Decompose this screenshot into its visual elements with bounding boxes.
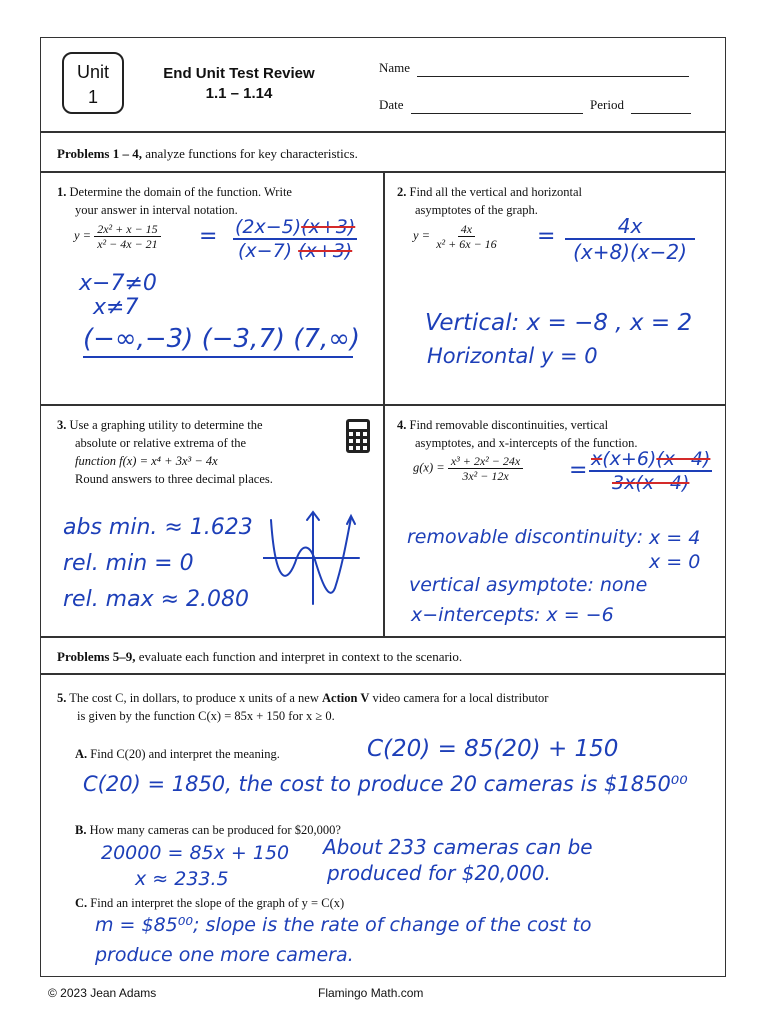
problem-3-text-line4: Round answers to three decimal places. <box>75 472 273 486</box>
problem-4-hw-removable-value-2: x = 0 <box>649 551 701 573</box>
problem-5b-text: How many cameras can be produced for $20,000? <box>89 823 341 837</box>
problem-2-function <box>413 222 500 251</box>
problem-5b-hw-line2: x ≈ 233.5 <box>135 868 229 890</box>
problem-5-text-a: The cost C, in dollars, to produce x units of a new <box>69 691 319 705</box>
problem-3-text-line2: absolute or relative extrema of the <box>75 436 247 450</box>
problem-5c-hw-work <box>95 910 592 970</box>
divider <box>41 636 725 638</box>
problem-1-function <box>74 222 161 251</box>
footer-site-link[interactable]: Flamingo Math.com <box>318 986 424 1000</box>
problem-4-hw-intercepts: x−intercepts: x = −6 <box>411 604 614 626</box>
problem-5-prompt <box>57 689 717 725</box>
problem-1-number: 1. <box>57 185 67 199</box>
problem-5b-hw-line4: produced for $20,000. <box>327 861 551 885</box>
problem-1-text-line1: Determine the domain of the function. Write <box>69 185 292 199</box>
problem-1-hw-answer: (−∞,−3) (−3,7) (7,∞) <box>83 324 361 354</box>
problem-5b-hw-line3: About 233 cameras can be <box>323 835 593 859</box>
period-line[interactable] <box>631 97 691 114</box>
problem-5b-hw-answer <box>323 834 593 886</box>
section-heading-1 <box>57 146 358 162</box>
lesson-range: 1.1 – 1.14 <box>205 85 273 102</box>
name-label: Name <box>379 60 411 75</box>
problem-2-text-line1: Find all the vertical and horizontal <box>409 185 583 199</box>
problem-3-hw-rel-max: rel. max ≈ 2.080 <box>63 587 250 612</box>
problem-5b-prompt <box>75 821 341 839</box>
problem-2-hw-equals: = <box>537 224 556 249</box>
problem-5c-hw-line2: produce one more camera. <box>95 944 354 966</box>
section-heading-1-text: analyze functions for key characteristics. <box>145 146 358 161</box>
problem-3-hw-rel-min: rel. min = 0 <box>63 551 194 576</box>
problem-1-hw-line2: x≠7 <box>93 295 139 320</box>
problem-3-hw-answers <box>63 510 253 618</box>
problem-4-hw-den-a: 3x <box>611 472 636 494</box>
problem-1-hw-equals: = <box>199 224 218 249</box>
problem-4-lhs: g(x) = <box>413 460 445 475</box>
divider <box>41 404 725 406</box>
problem-5c-label: C. <box>75 896 88 910</box>
unit-word: Unit <box>76 62 109 82</box>
problem-1-hw-num-a: (2x−5) <box>235 216 302 238</box>
problem-3-prompt <box>57 416 347 488</box>
problem-4-numerator: x³ + 2x² − 24x <box>448 454 523 469</box>
problem-5a-prompt <box>75 745 280 763</box>
problem-3-number: 3. <box>57 418 67 432</box>
problem-5-text-b: video camera for a local distributor <box>372 691 549 705</box>
date-line[interactable] <box>411 97 583 114</box>
problem-5-text-line2: is given by the function C(x) = 85x + 150 for x ≥ 0. <box>77 709 335 723</box>
problem-4-hw-removable-value-1: x = 4 <box>649 527 701 549</box>
problem-4-hw-factored <box>589 448 712 494</box>
problem-5b-hw-line1: 20000 = 85x + 150 <box>101 842 290 864</box>
problem-5-product-name: Action V <box>322 691 370 705</box>
problem-1-numerator: 2x² + x − 15 <box>94 222 160 237</box>
problem-1-hw-underline <box>83 356 353 358</box>
problem-4-text-line2: asymptotes, and x-intercepts of the function. <box>415 436 638 450</box>
problem-4-hw-den-b: (x−4) <box>635 472 690 494</box>
problem-2-fraction <box>433 222 499 251</box>
problem-5a-text: Find C(20) and interpret the meaning. <box>90 747 280 761</box>
date-label: Date <box>379 97 404 112</box>
problem-1-denominator: x² − 4x − 21 <box>97 237 158 251</box>
problem-4-hw-equals: = <box>569 458 588 483</box>
name-field[interactable] <box>379 60 689 77</box>
problem-2-hw-vertical: Vertical: x = −8 , x = 2 <box>425 310 693 336</box>
name-line[interactable] <box>417 60 689 77</box>
problem-1-hw-factored <box>233 216 357 262</box>
unit-number: 1 <box>87 87 98 107</box>
problem-1-prompt <box>57 183 377 219</box>
problem-5c-hw-line1: m = $85⁰⁰; slope is the rate of change of the cost to <box>95 914 592 936</box>
problem-5a-hw-line2: C(20) = 1850, the cost to produce 20 cameras is $1850⁰⁰ <box>83 772 688 796</box>
problem-2-number: 2. <box>397 185 407 199</box>
problem-5b-hw-work <box>101 840 289 892</box>
problem-4-hw-vertical: vertical asymptote: none <box>409 574 648 596</box>
problem-2-lhs: y = <box>413 228 431 243</box>
divider <box>41 673 725 675</box>
problem-2-hw-fraction <box>565 214 695 264</box>
problem-4-text-line1: Find removable discontinuities, vertical <box>409 418 609 432</box>
section-heading-2-bold: Problems 5–9, <box>57 649 136 664</box>
problem-4-denominator: 3x² − 12x <box>462 469 509 483</box>
problem-4-hw-num-b: (x+6) <box>602 448 657 470</box>
section-heading-2 <box>57 649 462 665</box>
problem-1-fraction <box>94 222 160 251</box>
date-field[interactable] <box>379 97 691 114</box>
problem-2-denominator: x² + 6x − 16 <box>436 237 497 251</box>
header-title-block <box>149 64 329 104</box>
problem-4-function <box>413 454 523 483</box>
problem-1-hw-line1: x−7≠0 <box>79 271 157 296</box>
problem-1-hw-work <box>79 272 157 320</box>
problem-5b-label: B. <box>75 823 87 837</box>
problem-3-hw-graph-sketch <box>263 508 363 608</box>
worksheet <box>40 37 726 977</box>
problem-5a-label: A. <box>75 747 88 761</box>
calculator-icon <box>345 418 371 454</box>
problem-4-hw-num-c: (x−4) <box>656 448 711 470</box>
problem-3-hw-abs-min: abs min. ≈ 1.623 <box>63 515 253 540</box>
divider <box>41 131 725 133</box>
unit-badge <box>62 52 124 114</box>
problem-3-text-line1: Use a graphing utility to determine the <box>69 418 263 432</box>
problem-2-text-line2: asymptotes of the graph. <box>415 203 538 217</box>
page-title: End Unit Test Review <box>163 65 315 82</box>
problem-5a-hw-line1: C(20) = 85(20) + 150 <box>367 736 619 762</box>
problem-5c-text: Find an interpret the slope of the graph of y = C(x) <box>90 896 345 910</box>
problem-4-hw-removable-values <box>649 526 700 574</box>
problem-1-hw-num-b: (x+3) <box>301 216 356 238</box>
problem-4-prompt <box>397 416 721 452</box>
problem-2-numerator: 4x <box>458 222 475 237</box>
problem-4-fraction <box>448 454 523 483</box>
section-heading-1-bold: Problems 1 – 4, <box>57 146 142 161</box>
problem-5-number: 5. <box>57 691 67 705</box>
problem-2-hw-denominator: (x+8)(x−2) <box>573 240 687 264</box>
problem-1-hw-den-b: (x+3) <box>298 240 353 262</box>
problem-1-lhs: y = <box>74 228 92 243</box>
problem-4-number: 4. <box>397 418 407 432</box>
section-heading-2-text: evaluate each function and interpret in context to the scenario. <box>138 649 463 664</box>
problem-2-hw-horizontal: Horizontal y = 0 <box>427 344 598 368</box>
problem-4-hw-removable: removable discontinuity: <box>407 526 644 548</box>
period-label: Period <box>590 97 624 112</box>
problem-4-hw-num-a: x <box>591 448 603 470</box>
problem-3-text-line3: function f(x) = x⁴ + 3x³ − 4x <box>75 454 218 468</box>
problem-1-hw-den-a: (x−7) <box>238 240 293 262</box>
footer-copyright: © 2023 Jean Adams <box>48 986 157 1000</box>
problem-2-hw-numerator: 4x <box>565 214 695 240</box>
problem-1-text-line2: your answer in interval notation. <box>75 203 238 217</box>
